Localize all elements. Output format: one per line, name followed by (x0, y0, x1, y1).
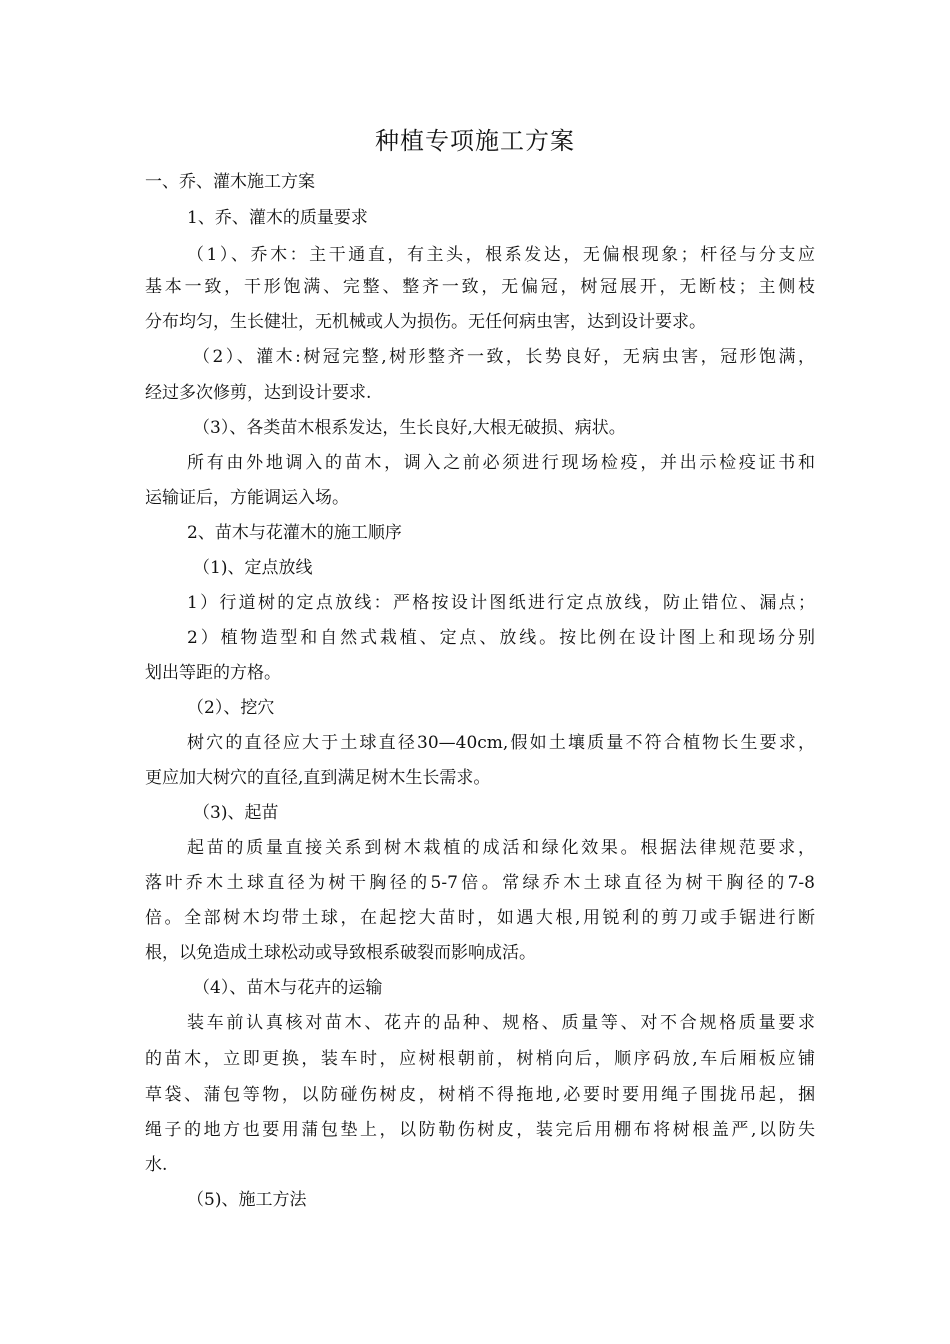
paragraph-line: 更应加大树穴的直径,直到满足树木生长需求。 (145, 768, 491, 788)
paragraph-line: 基本一致，干形饱满、完整、整齐一致，无偏冠，树冠展开，无断枝；主侧枝 (145, 277, 815, 297)
document-title: 种植专项施工方案 (375, 127, 575, 155)
paragraph-line: 2）植物造型和自然式栽植、定点、放线。按比例在设计图上和现场分别 (187, 628, 815, 648)
paragraph-line: （5)、施工方法 (187, 1190, 307, 1210)
paragraph-line: 装车前认真核对苗木、花卉的品种、规格、质量等、对不合规格质量要求 (187, 1013, 815, 1033)
paragraph-line: 根，以免造成土球松动或导致根系破裂而影响成活。 (145, 943, 536, 963)
paragraph-line: 落叶乔木土球直径为树干胸径的5-7倍。常绿乔木土球直径为树干胸径的7-8 (145, 873, 815, 893)
paragraph-line: 经过多次修剪，达到设计要求. (145, 383, 372, 403)
paragraph-line: （3）、各类苗木根系发达，生长良好,大根无破损、病状。 (193, 418, 626, 438)
paragraph-line: 树穴的直径应大于土球直径30—40cm,假如土壤质量不符合植物长生要求， (187, 733, 815, 753)
paragraph-line: 2、苗木与花灌木的施工顺序 (187, 523, 402, 543)
paragraph-line: （2）、灌木:树冠完整,树形整齐一致，长势良好，无病虫害，冠形饱满， (193, 347, 815, 367)
paragraph-line: （4）、苗木与花卉的运输 (193, 978, 383, 998)
paragraph-line: （1）、乔木：主干通直，有主头，根系发达，无偏根现象；杆径与分支应 (187, 245, 815, 265)
paragraph-line: 起苗的质量直接关系到树木栽植的成活和绿化效果。根据法律规范要求， (187, 838, 815, 858)
paragraph-line: 分布均匀，生长健壮，无机械或人为损伤。无任何病虫害，达到设计要求。 (145, 312, 706, 332)
paragraph-line: 倍。全部树木均带土球，在起挖大苗时，如遇大根,用锐利的剪刀或手锯进行断 (145, 908, 815, 928)
paragraph-line: 草袋、蒲包等物，以防碰伤树皮，树梢不得拖地,必要时要用绳子围拢吊起，捆 (145, 1085, 815, 1105)
paragraph-line: 一、乔、灌木施工方案 (145, 172, 315, 192)
paragraph-line: （3)、起苗 (193, 803, 279, 823)
paragraph-line: （2）、挖穴 (187, 698, 275, 718)
paragraph-line: 1、乔、灌木的质量要求 (187, 208, 368, 228)
paragraph-line: 划出等距的方格。 (145, 663, 281, 683)
paragraph-line: 水. (145, 1155, 168, 1175)
paragraph-line: 所有由外地调入的苗木，调入之前必须进行现场检疫，并出示检疫证书和 (187, 453, 815, 473)
paragraph-line: 1）行道树的定点放线：严格按设计图纸进行定点放线，防止错位、漏点； (187, 593, 815, 613)
paragraph-line: 运输证后，方能调运入场。 (145, 488, 349, 508)
paragraph-line: （1)、定点放线 (193, 558, 313, 578)
paragraph-line: 的苗木，立即更换，装车时，应树根朝前，树梢向后，顺序码放,车后厢板应铺 (145, 1049, 815, 1069)
paragraph-line: 绳子的地方也要用蒲包垫上，以防勒伤树皮，装完后用棚布将树根盖严,以防失 (145, 1120, 815, 1140)
